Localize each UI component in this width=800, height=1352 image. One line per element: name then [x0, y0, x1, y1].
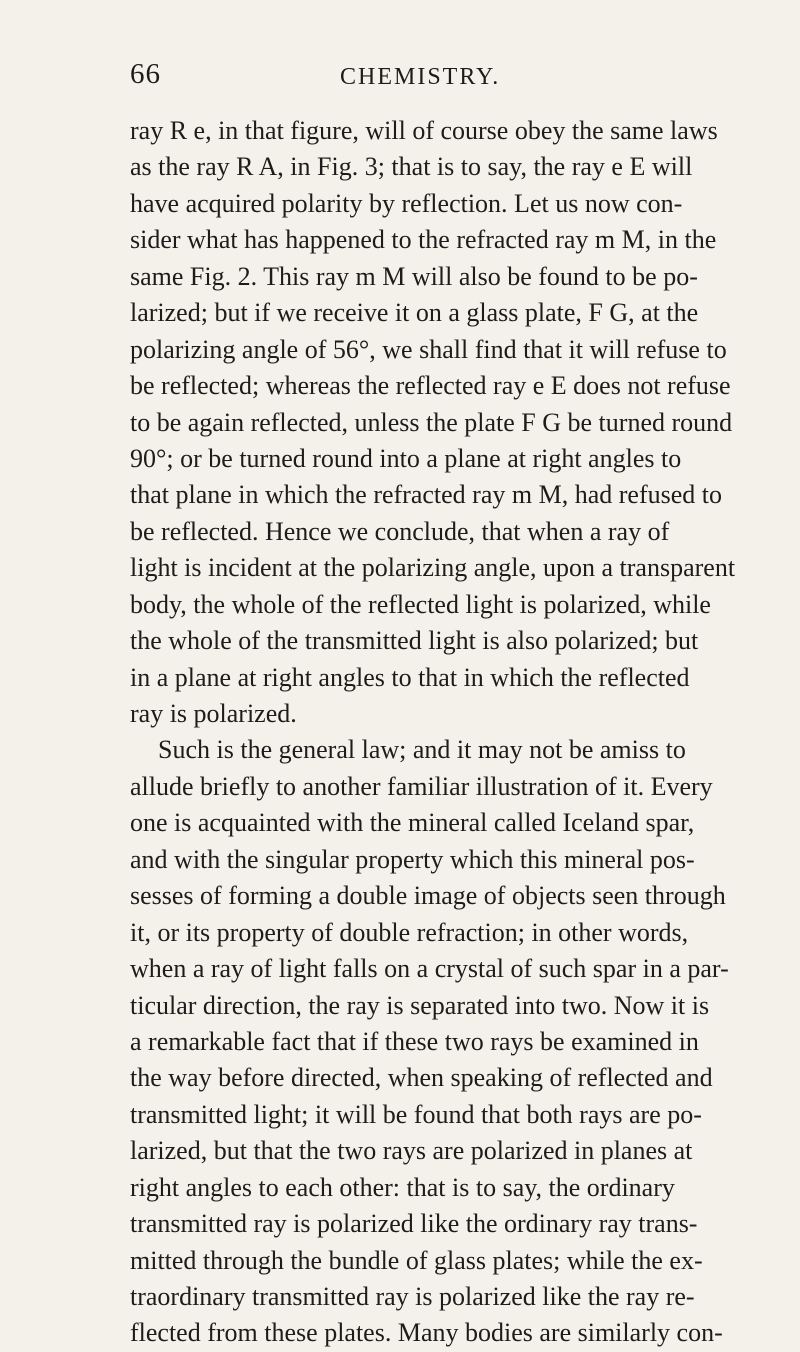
text-line: allude briefly to another familiar illustration of it. Every	[130, 771, 713, 801]
text-line: and with the singular property which this mineral pos-	[130, 844, 695, 874]
text-line: mitted through the bundle of glass plates; while the ex-	[130, 1245, 703, 1275]
text-line: as the ray R A, in Fig. 3; that is to say, the ray e E will	[130, 152, 693, 182]
text-line: one is acquainted with the mineral called Iceland spar,	[130, 808, 695, 838]
text-line: right angles to each other: that is to say, the ordinary	[130, 1172, 675, 1202]
text-line: body, the whole of the reflected light is polarized, while	[130, 589, 711, 619]
text-line: be reflected; whereas the reflected ray e E does not refuse	[130, 371, 731, 401]
text-line: to be again reflected, unless the plate F G be turned round	[130, 407, 733, 437]
page-header	[130, 58, 670, 98]
text-line: in a plane at right angles to that in which the reflected	[130, 662, 690, 692]
text-line: have acquired polarity by reflection. Let us now con-	[130, 188, 683, 218]
text-line: be reflected. Hence we conclude, that when a ray of	[130, 516, 670, 546]
text-line: ray is polarized.	[130, 699, 297, 728]
text-line: sesses of forming a double image of objects seen through	[130, 881, 726, 911]
text-line: when a ray of light falls on a crystal of such spar in a par-	[130, 954, 729, 984]
text-line: the whole of the transmitted light is also polarized; but	[130, 626, 699, 656]
text-line: larized, but that the two rays are polarized in planes at	[130, 1136, 693, 1166]
text-line: it, or its property of double refraction; in other words,	[130, 917, 689, 947]
text-line: larized; but if we receive it on a glass plate, F G, at the	[130, 298, 699, 328]
text-line: transmitted ray is polarized like the ordinary ray trans-	[130, 1209, 698, 1239]
text-line: ray R e, in that figure, will of course obey the same laws	[130, 116, 718, 145]
text-line: light is incident at the polarizing angle, upon a transparent	[130, 553, 736, 583]
text-line: the way before directed, when speaking of reflected and	[130, 1063, 713, 1093]
text-line: that plane in which the refracted ray m M, had refused to	[130, 480, 722, 510]
text-line: polarizing angle of 56°, we shall find that it will refuse to	[130, 334, 727, 364]
text-line: sider what has happened to the refracted ray m M, in the	[130, 225, 717, 255]
text-line: ticular direction, the ray is separated into two. Now it is	[130, 990, 710, 1020]
text-line: Such is the general law; and it may not be amiss to	[158, 735, 686, 765]
text-line: same Fig. 2. This ray m M will also be found to be po-	[130, 261, 698, 291]
page-number: 66	[130, 58, 161, 90]
text-line: flected from these plates. Many bodies are similarly con-	[130, 1318, 723, 1348]
text-line: 90°; or be turned round into a plane at right angles to	[130, 443, 682, 473]
text-line: traordinary transmitted ray is polarized like the ray re-	[130, 1282, 695, 1311]
text-line: a remarkable fact that if these two rays be examined in	[130, 1026, 699, 1056]
body-text	[130, 113, 736, 1352]
text-line: transmitted light; it will be found that both rays are po-	[130, 1099, 702, 1129]
running-head: CHEMISTRY.	[340, 64, 501, 90]
